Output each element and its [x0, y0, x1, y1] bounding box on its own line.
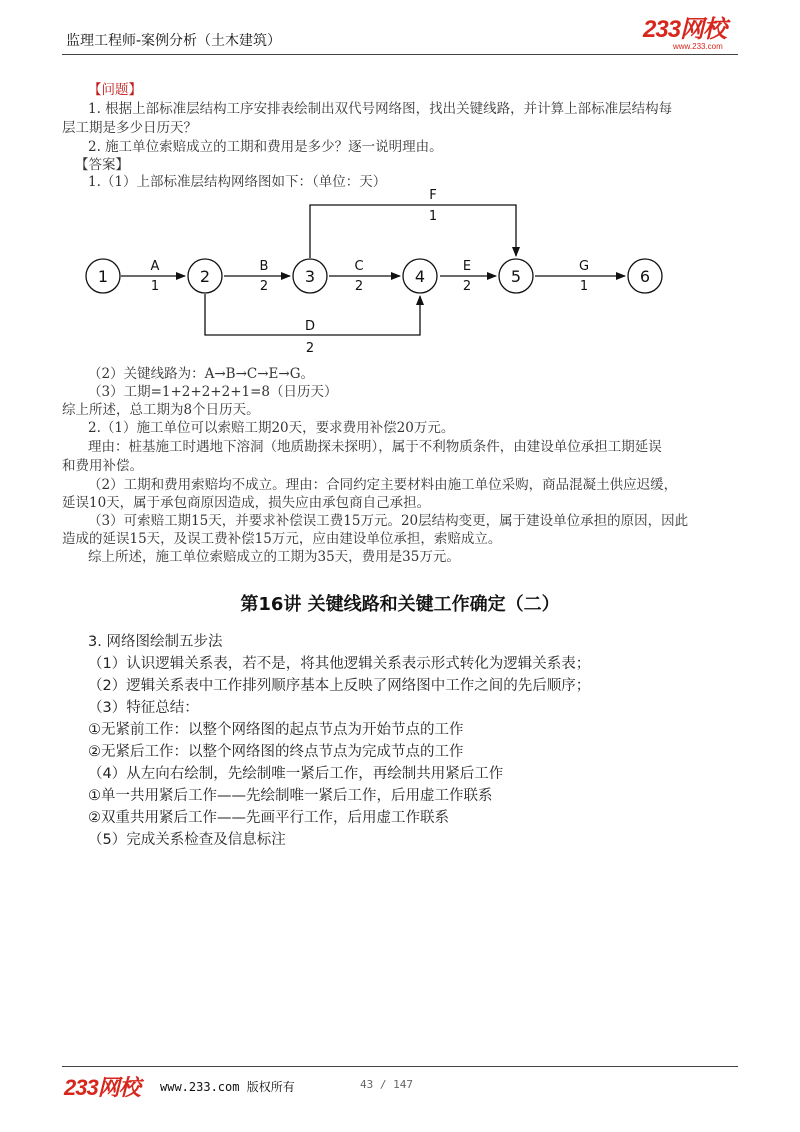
total-duration: （3）工期=1+2+2+2+1=8（日历天） [88, 384, 338, 400]
node-3-label: 3 [304, 267, 316, 286]
summary-1: 综上所述，总工期为8个日历天。 [62, 402, 260, 418]
question-1-line-1: 1. 根据上部标准层结构工序安排表绘制出双代号网络图，找出关键线路，并计算上部标准层结构每 [88, 101, 673, 117]
critical-path: （2）关键线路为：A→B→C→E→G。 [88, 366, 314, 382]
node-1 [86, 259, 120, 293]
answer-label: 【答案】 [75, 157, 129, 173]
section-item: （4）从左向右绘制，先绘制唯一紧后工作，再绘制共用紧后工作 [88, 766, 504, 782]
section-item: ①无紧前工作：以整个网络图的起点节点为开始节点的工作 [88, 722, 464, 738]
footer-logo[interactable]: 233网校 [64, 1075, 140, 1100]
header-divider [62, 54, 738, 55]
activity-E-name: E [462, 259, 472, 274]
activity-B-duration: 2 [259, 279, 269, 294]
activity-A-duration: 1 [150, 279, 160, 294]
question-1-line-2: 层工期是多少日历天？ [62, 120, 197, 136]
activity-E-duration: 2 [462, 279, 472, 294]
activity-G-duration: 1 [579, 279, 589, 294]
node-4-label: 4 [414, 267, 426, 286]
answer-2-item-1-reason-line-2: 和费用补偿。 [62, 458, 143, 474]
node-5 [499, 259, 533, 293]
edge-F [310, 205, 516, 258]
node-6-label: 6 [639, 267, 651, 286]
answer-2-item-2-line-1: （2）工期和费用索赔均不成立。理由：合同约定主要材料由施工单位采购，商品混凝土供应迟缓， [88, 477, 678, 493]
answer-2-item-2-line-2: 延误10天，属于承包商原因造成，损失应由承包商自己承担。 [62, 495, 431, 511]
answer-2-item-1: 2.（1）施工单位可以索赔工期20天，要求费用补偿20万元。 [88, 420, 455, 436]
answer-2-item-1-reason-line-1: 理由：桩基施工时遇地下溶洞（地质勘探未探明），属于不利物质条件，由建设单位承担工期延误 [88, 439, 662, 455]
activity-C-name: C [354, 259, 364, 274]
node-4 [403, 259, 437, 293]
footer-divider [62, 1066, 738, 1067]
node-1-label: 1 [97, 267, 109, 286]
section-item: （1）认识逻辑关系表，若不是，将其他逻辑关系表示形式转化为逻辑关系表； [88, 656, 591, 672]
activity-D-duration: 2 [305, 341, 315, 356]
node-5-label: 5 [510, 267, 522, 286]
activity-C-duration: 2 [354, 279, 364, 294]
node-2-label: 2 [199, 267, 211, 286]
activity-F-duration: 1 [428, 209, 438, 224]
section-item: ②双重共用紧后工作——先画平行工作，后用虚工作联系 [88, 810, 449, 826]
activity-B-name: B [259, 259, 269, 274]
answer-2-item-3-line-2: 造成的延误15天，及误工费补偿15万元，应由建设单位承担，索赔成立。 [62, 531, 502, 547]
network-diagram [0, 180, 800, 360]
page-number: 43 / 147 [360, 1078, 413, 1091]
section-item: ①单一共用紧后工作——先绘制唯一紧后工作，后用虚工作联系 [88, 788, 493, 804]
section-item: （2）逻辑关系表中工作排列顺序基本上反映了网络图中工作之间的先后顺序； [88, 678, 591, 694]
node-6 [628, 259, 662, 293]
document-header-title: 监理工程师-案例分析（土木建筑） [66, 33, 282, 49]
answer-1-intro: 1.（1）上部标准层结构网络图如下：（单位：天） [88, 174, 387, 190]
node-2 [188, 259, 222, 293]
summary-2: 综上所述，施工单位索赔成立的工期为35天，费用是35万元。 [88, 549, 460, 565]
section-item: ②无紧后工作：以整个网络图的终点节点为完成节点的工作 [88, 744, 464, 760]
activity-F-name: F [429, 188, 437, 203]
brand-logo[interactable] [643, 18, 726, 51]
brand-logo-url: www.233.com [673, 42, 723, 51]
activity-D-name: D [304, 319, 316, 334]
section-item: （3）特征总结： [88, 700, 199, 716]
node-3 [293, 259, 327, 293]
activity-A-name: A [150, 259, 160, 274]
brand-logo-text: 233网校 [643, 16, 727, 43]
activity-G-name: G [578, 259, 590, 274]
section-item: （5）完成关系检查及信息标注 [88, 832, 286, 848]
section-heading: 第16讲 关键线路和关键工作确定（二） [240, 594, 560, 615]
section-item: 3. 网络图绘制五步法 [88, 634, 223, 650]
question-label: 【问题】 [88, 82, 142, 98]
footer-copyright: www.233.com 版权所有 [160, 1080, 295, 1094]
answer-2-item-3-line-1: （3）可索赔工期15天，并要求补偿误工费15万元。20层结构变更，属于建设单位承担的原因，因此 [88, 513, 689, 529]
question-2: 2. 施工单位索赔成立的工期和费用是多少？逐一说明理由。 [88, 139, 443, 155]
